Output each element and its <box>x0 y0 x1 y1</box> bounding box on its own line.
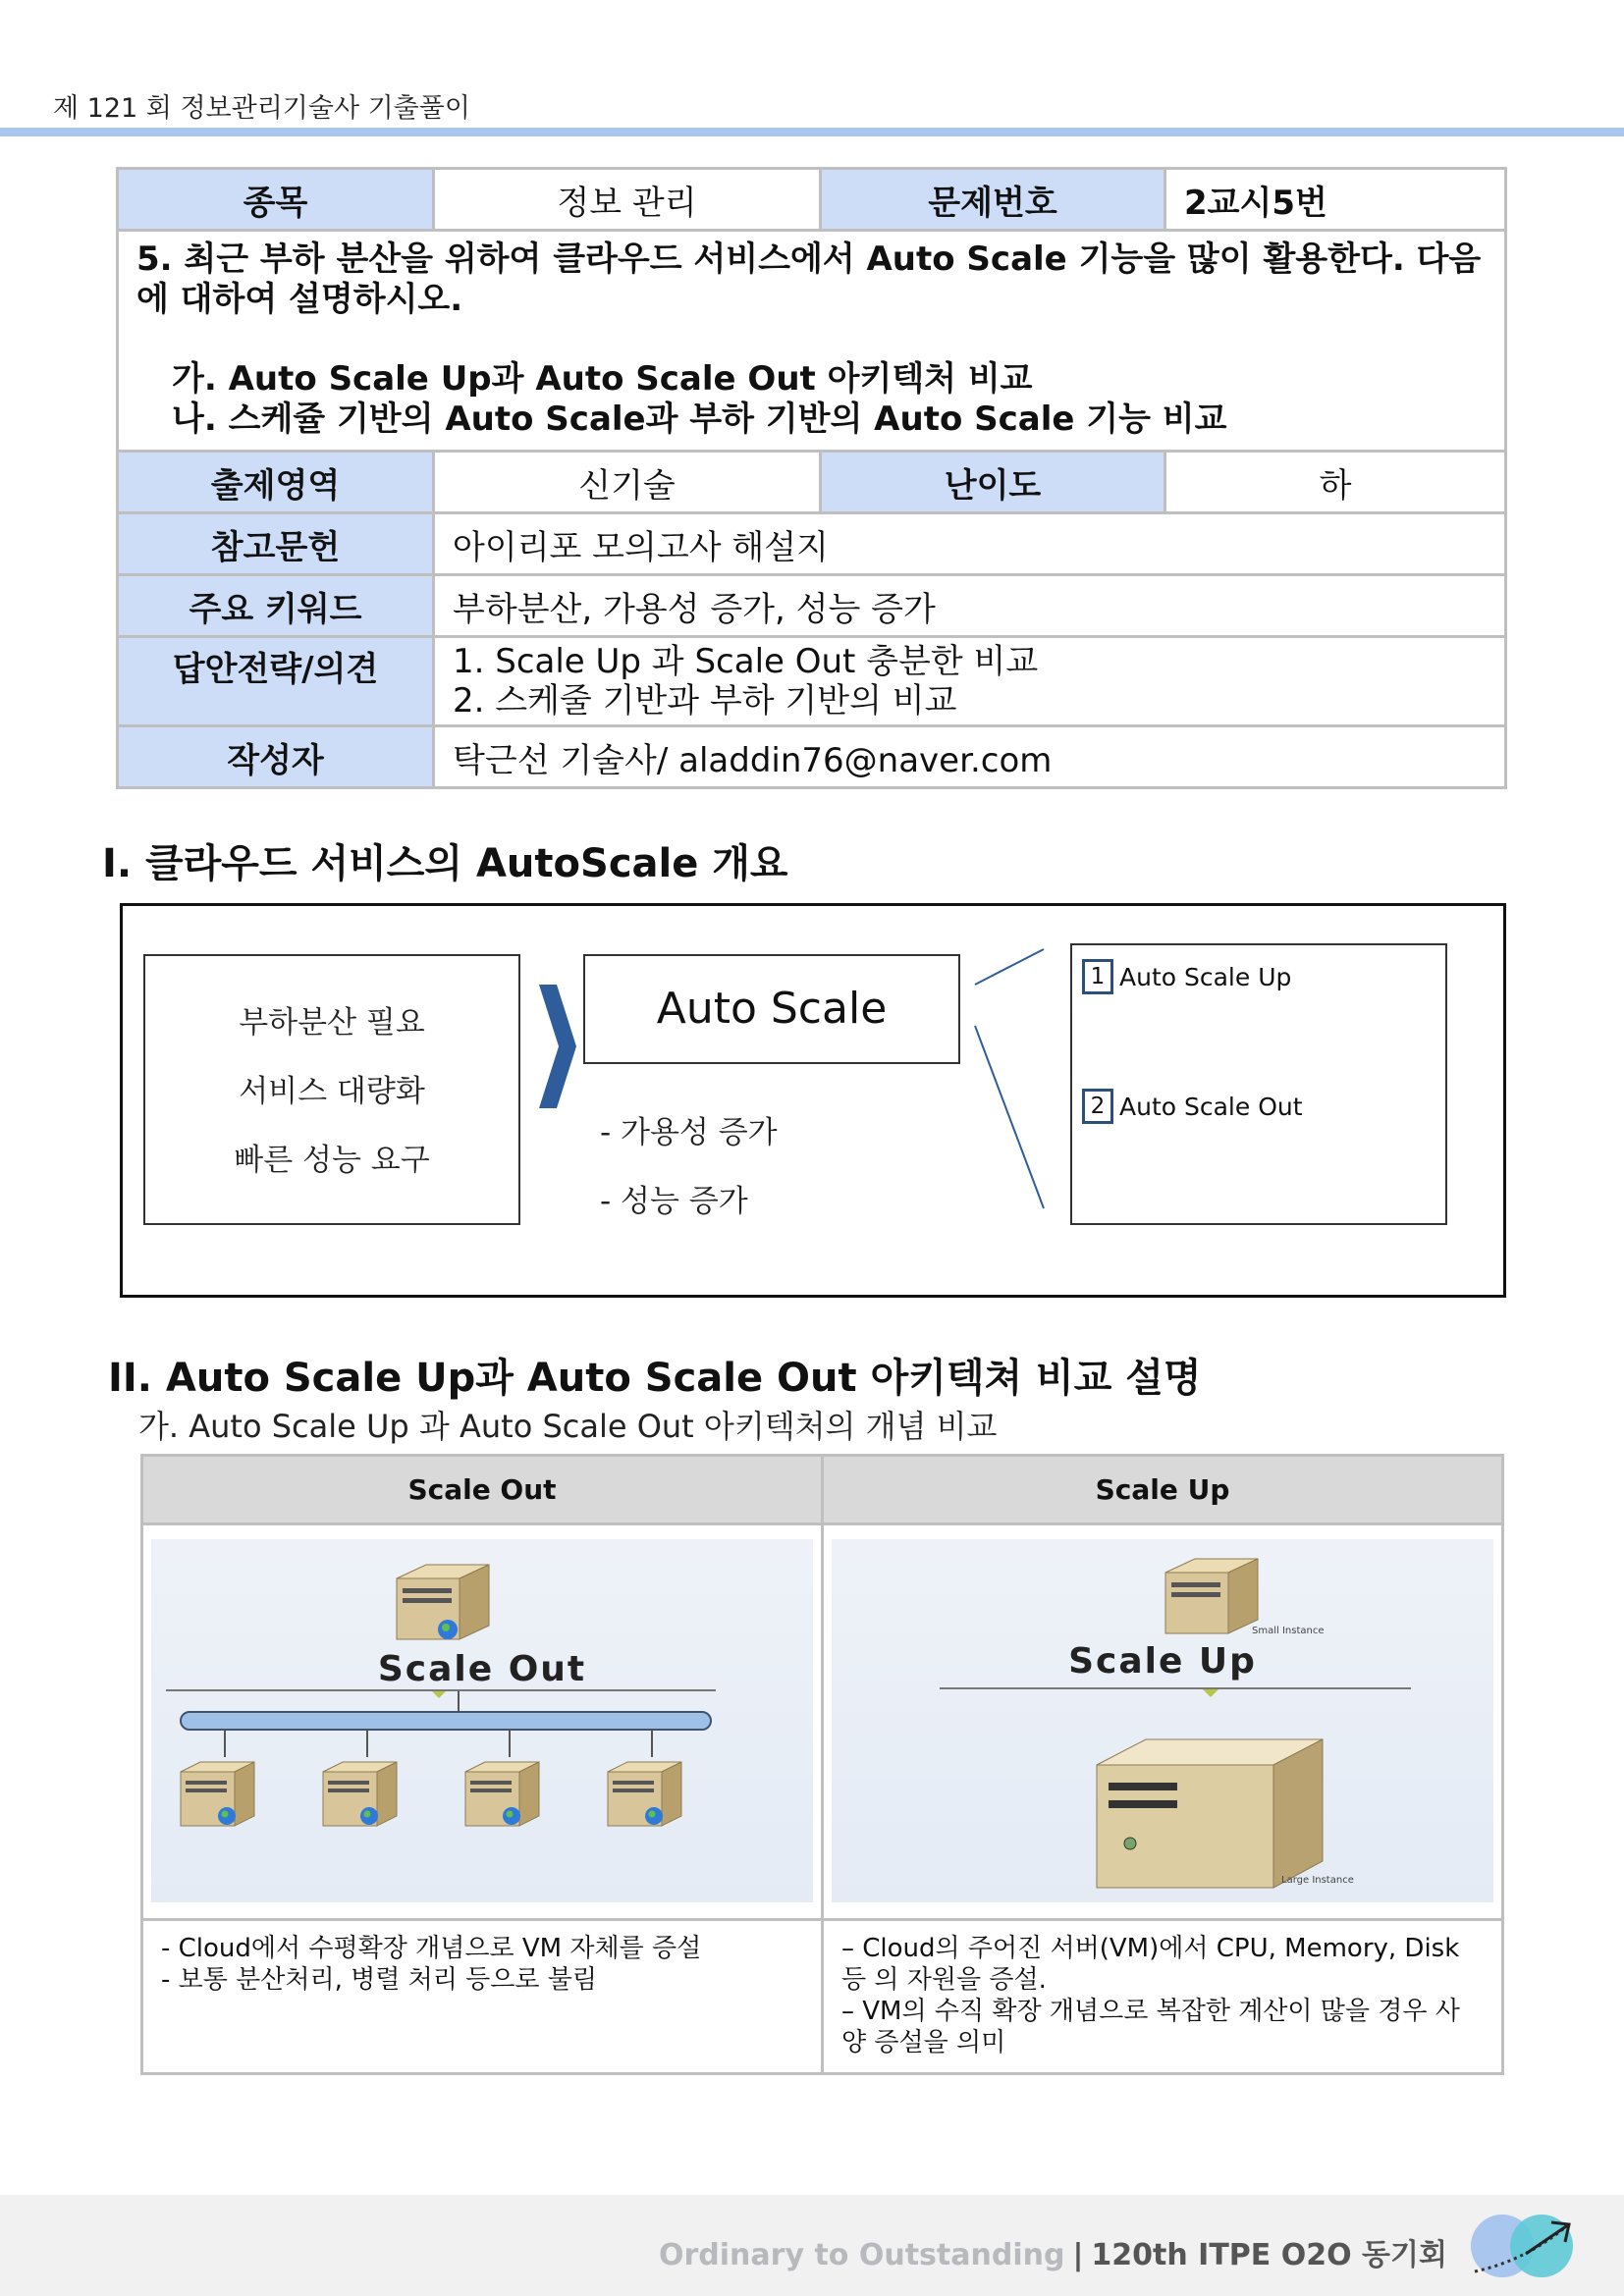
scale-out-network-diagram <box>161 1686 731 1902</box>
reference-value: 아이리포 모의고사 해설지 <box>434 513 1506 575</box>
scale-up-heading: Scale Up <box>1068 1641 1257 1682</box>
question-line1: 5. 최근 부하 분산을 위하여 클라우드 서비스에서 Auto Scale 기능을 많이 활용한다. 다음에 대하여 설명하시오. <box>136 240 1482 319</box>
scale-up-description <box>823 1920 1503 2074</box>
chevron-right-icon <box>535 983 580 1110</box>
need-item: 부하분산 필요 <box>239 1005 425 1041</box>
option-label: Auto Scale Out <box>1119 1092 1303 1121</box>
description-line: - Cloud에서 수평확장 개념으로 VM 자체를 증설 <box>161 1934 702 1963</box>
connector-lines <box>967 935 1065 1220</box>
description-line: - 보통 분산처리, 병렬 처리 등으로 불림 <box>161 1965 597 1995</box>
footer-org: 120th ITPE O2O 동기회 <box>1091 2238 1447 2272</box>
scale-up-illustration-cell <box>823 1524 1503 1920</box>
server-icon <box>387 1559 495 1647</box>
scale-out-description <box>142 1920 823 2074</box>
need-item: 서비스 대량화 <box>239 1074 425 1109</box>
autoscale-title: Auto Scale <box>656 984 888 1034</box>
footer-logo-icon <box>1467 2207 1581 2285</box>
difficulty-value: 하 <box>1165 452 1506 513</box>
option-item <box>1082 1089 1303 1124</box>
needs-box <box>143 954 520 1225</box>
small-server-icon <box>1156 1553 1264 1641</box>
col-header-scale-out: Scale Out <box>142 1456 823 1524</box>
section2-subtitle: 가. Auto Scale Up 과 Auto Scale Out 아키텍처의 개념 비교 <box>138 1408 998 1445</box>
reference-label: 참고문헌 <box>118 513 434 575</box>
scale-out-illustration-cell <box>142 1524 823 1920</box>
area-value: 신기술 <box>434 452 821 513</box>
option-item <box>1082 959 1291 994</box>
scale-up-illustration <box>832 1539 1493 1902</box>
question-item-a: 가. Auto Scale Up과 Auto Scale Out 아키텍처 비교 <box>172 359 1033 399</box>
question-no-value: 2교시5번 <box>1165 169 1506 231</box>
author-value: 탁근선 기술사/ aladdin76@naver.com <box>434 726 1506 788</box>
option-label: Auto Scale Up <box>1119 962 1292 991</box>
options-box <box>1070 943 1447 1225</box>
number-badge: 2 <box>1082 1089 1113 1124</box>
section1-title: I. 클라우드 서비스의 AutoScale 개요 <box>102 841 788 886</box>
difficulty-label: 난이도 <box>821 452 1165 513</box>
strategy-item: 2. 스케줄 기반과 부하 기반의 비교 <box>453 681 957 721</box>
subject-value: 정보 관리 <box>434 169 821 231</box>
small-instance-label: Small Instance <box>1252 1626 1325 1636</box>
question-no-label: 문제번호 <box>821 169 1165 231</box>
scale-out-illustration <box>151 1539 813 1902</box>
keywords-label: 주요 키워드 <box>118 575 434 637</box>
page-footer <box>0 2195 1624 2296</box>
question-item-b: 나. 스케쥴 기반의 Auto Scale과 부하 기반의 Auto Scale 기능 비교 <box>172 400 1227 439</box>
large-server-icon <box>1087 1735 1352 1893</box>
description-line: – Cloud의 주어진 서버(VM)에서 CPU, Memory, Disk등 의 자원을 증설. <box>841 1934 1460 1995</box>
question-info-table <box>116 167 1507 789</box>
large-instance-label: Large Instance <box>1281 1875 1354 1886</box>
need-item: 빠른 성능 요구 <box>234 1143 430 1178</box>
benefit-item: - 가용성 증가 <box>600 1115 778 1150</box>
col-header-scale-up: Scale Up <box>823 1456 1503 1524</box>
autoscale-overview-diagram <box>120 903 1506 1298</box>
benefit-item: - 성능 증가 <box>600 1184 748 1219</box>
keywords-value: 부하분산, 가용성 증가, 성능 증가 <box>434 575 1506 637</box>
footer-motto: Ordinary to Outstanding <box>659 2238 1065 2272</box>
number-badge: 1 <box>1082 959 1113 994</box>
section2-title: II. Auto Scale Up과 Auto Scale Out 아키텍쳐 비교 설명 <box>108 1356 1202 1401</box>
page-header-title: 제 121 회 정보관리기술사 기출풀이 <box>53 93 470 124</box>
scale-out-heading: Scale Out <box>377 1649 587 1689</box>
header-rule <box>0 128 1624 136</box>
description-line: – VM의 수직 확장 개념으로 복잡한 계산이 많을 경우 사양 증설을 의미 <box>841 1997 1460 2057</box>
autoscale-box <box>583 954 960 1064</box>
strategy-label: 답안전략/의견 <box>118 637 434 726</box>
scale-comparison-table <box>140 1454 1504 2075</box>
footer-separator: | <box>1072 2238 1084 2272</box>
question-text <box>118 231 1506 452</box>
subject-label: 종목 <box>118 169 434 231</box>
scale-up-divider <box>930 1686 1421 1716</box>
area-label: 출제영역 <box>118 452 434 513</box>
strategy-value <box>434 637 1506 726</box>
strategy-item: 1. Scale Up 과 Scale Out 충분한 비교 <box>453 642 1039 681</box>
footer-text <box>659 2230 1447 2273</box>
author-label: 작성자 <box>118 726 434 788</box>
